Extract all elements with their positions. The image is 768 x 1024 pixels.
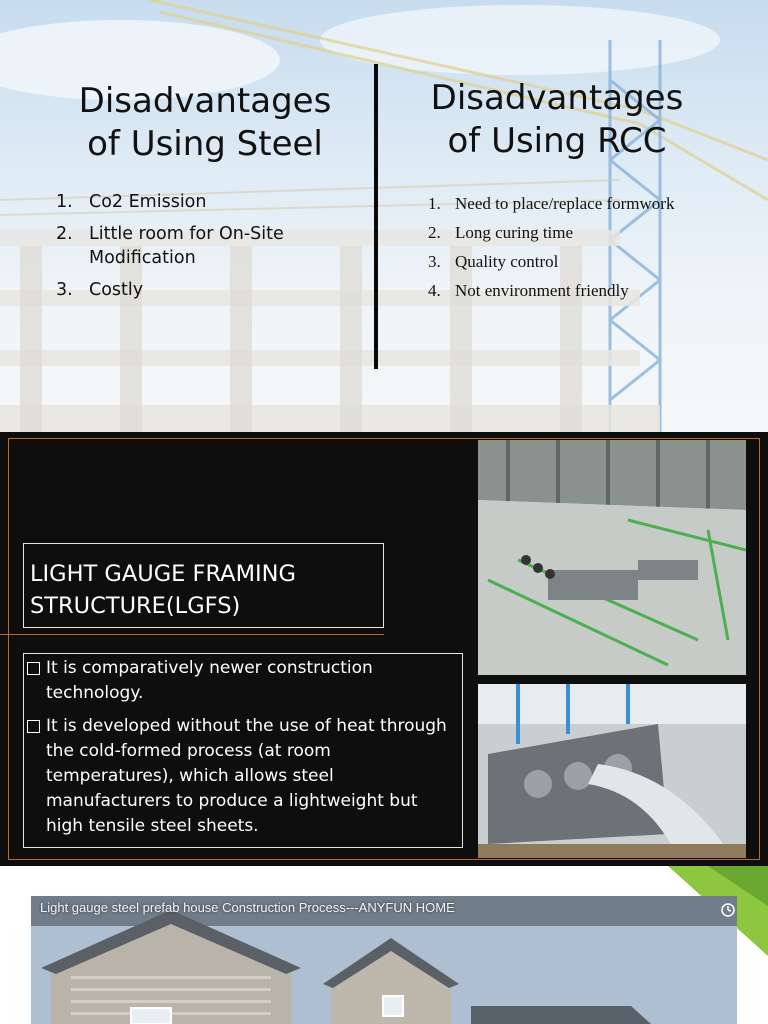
- list-item: 2. Little room for On-Site Modification: [56, 224, 284, 268]
- roll-forming-machine-photo: [478, 684, 746, 858]
- lgfs-title-line2: STRUCTURE(LGFS): [30, 593, 241, 619]
- list-item: 2. Long curing time: [428, 223, 574, 242]
- slide-video: [0, 866, 768, 1024]
- list-item: It is developed without the use of heat through the cold-formed process (at room temperatures), which allows steel manufacturers to produce a lightweight but high tensile steel sheets.: [27, 714, 454, 839]
- rcc-heading-line1: Disadvantages: [430, 78, 684, 118]
- slide-steel-vs-rcc: [0, 0, 768, 432]
- list-item: 4. Not environment friendly: [428, 281, 629, 300]
- lgfs-title-line1: LIGHT GAUGE FRAMING: [30, 561, 296, 587]
- steel-disadvantages-heading: [40, 80, 370, 166]
- house-video-thumbnail: [31, 896, 737, 1024]
- list-item: 1. Co2 Emission: [56, 192, 207, 212]
- square-bullet-icon: [27, 662, 40, 675]
- steel-disadvantages-list: [56, 190, 356, 310]
- steel-heading-line2: of Using Steel: [87, 124, 323, 164]
- rcc-heading-line2: of Using RCC: [447, 121, 667, 161]
- list-item: It is comparatively newer construction technology.: [27, 656, 454, 706]
- column-divider: [374, 64, 378, 369]
- list-item: 1. Need to place/replace formwork: [428, 194, 675, 213]
- lgfs-description-box: [23, 653, 463, 848]
- video-title: Light gauge steel prefab house Construction Process---ANYFUN HOME: [40, 900, 455, 915]
- list-item: 3. Quality control: [428, 252, 559, 271]
- slide-lgfs: [0, 432, 768, 866]
- title-underline: [0, 634, 384, 635]
- factory-floor-photo: [478, 440, 746, 675]
- square-bullet-icon: [27, 720, 40, 733]
- rcc-disadvantages-list: [428, 189, 748, 305]
- rcc-disadvantages-heading: [392, 77, 722, 163]
- clock-icon[interactable]: [721, 903, 735, 917]
- video-player[interactable]: [31, 896, 737, 1024]
- steel-heading-line1: Disadvantages: [78, 81, 332, 121]
- lgfs-title-box: [23, 543, 384, 628]
- list-item: 3. Costly: [56, 280, 144, 300]
